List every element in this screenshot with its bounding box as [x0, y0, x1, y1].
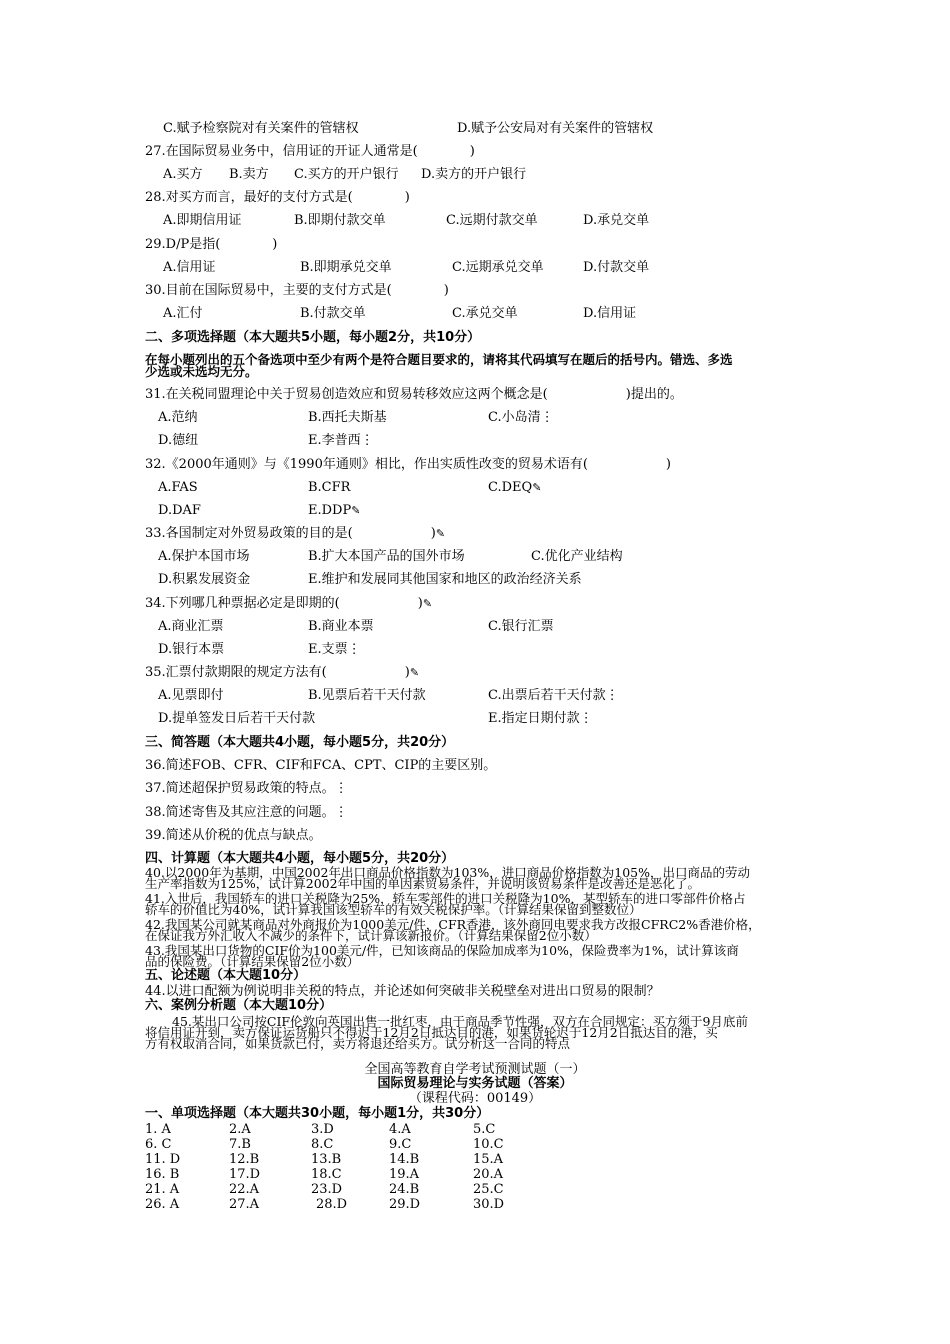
- answer-cell: 22.A: [229, 1182, 260, 1197]
- q30-option-c: C.承兑交单: [452, 306, 518, 321]
- section-2-instructions-line1: 在每小题列出的五个备选项中至少有两个是符合题目要求的，请将其代码填写在题后的括号内。错选、多选: [145, 352, 733, 367]
- q43-line2: 品的保险费。（计算结果保留2位小数）: [145, 954, 360, 969]
- answer-cell: 14.B: [389, 1152, 420, 1167]
- q42-line1: 42.我国某公司就某商品对外商报价为1000美元/件，CFR香港，该外商回电要求我方改报CFRC2%香港价格，: [145, 917, 761, 932]
- q28-option-a: A.即期信用证: [163, 213, 242, 228]
- q40-line1: 40.以2000年为基期，中国2002年出口商品价格指数为103%，进口商品价格指数为105%，出口商品的劳动: [145, 865, 750, 880]
- answer-section-1-title: 一、单项选择题（本大题共30小题，每小题1分，共30分）: [145, 1106, 490, 1121]
- q29-option-d: D.付款交单: [583, 260, 650, 275]
- section-2-title: 二、多项选择题（本大题共5小题，每小题2分，共10分）: [145, 330, 481, 345]
- q39-text: 39.简述从价税的优点与缺点。: [145, 828, 322, 843]
- answer-cell: 9.C: [389, 1137, 412, 1152]
- q28-stem: 28.对买方而言，最好的支付方式是( ): [145, 190, 410, 205]
- q36-text: 36.简述FOB、CFR、CIF和FCA、CPT、CIP的主要区别。: [145, 758, 497, 773]
- answer-cell: 24.B: [389, 1182, 420, 1197]
- answer-cell: 3.D: [311, 1122, 334, 1137]
- q34-option-d: D.银行本票: [158, 642, 225, 657]
- answer-cell: 27.A: [229, 1197, 260, 1212]
- answer-cell: 15.A: [473, 1152, 504, 1167]
- q44-text: 44.以进口配额为例说明非关税的特点，并论述如何突破非关税壁垒对进出口贸易的限制？: [145, 984, 660, 999]
- q27-option-d: D.卖方的开户银行: [421, 167, 527, 182]
- q35-option-d: D.提单签发日后若干天付款: [158, 711, 316, 726]
- answer-cell: 25.C: [473, 1182, 504, 1197]
- q43-line1: 43.我国某出口货物的CIF价为100美元/件，已知该商品的保险加成率为10%，保险费率为1%，试计算该商: [145, 943, 739, 958]
- q42-line2: 在保证我方外汇收入不减少的条件下，试计算该新报价。（计算结果保留2位小数）: [145, 928, 597, 943]
- answer-cell: 17.D: [229, 1167, 261, 1182]
- q32-option-c: [488, 480, 541, 496]
- section-5-title: 五、论述题（本大题10分）: [145, 968, 307, 983]
- q31-option-d: D.德纽: [158, 433, 199, 448]
- q33-option-a: A.保护本国市场: [158, 549, 250, 564]
- q26-option-d: D.赋予公安局对有关案件的管辖权: [457, 121, 654, 136]
- q29-stem: 29.D/P是指( ): [145, 237, 278, 252]
- answer-cell: 6. C: [145, 1137, 172, 1152]
- q32-option-c-text: C.DEQ: [488, 480, 533, 495]
- q32-option-a: A.FAS: [158, 480, 198, 495]
- answer-cell: 28.D: [316, 1197, 348, 1212]
- q26-option-c: C.赋予检察院对有关案件的管辖权: [163, 121, 359, 136]
- answer-header-course-code: （课程代码：00149）: [408, 1091, 542, 1106]
- edit-mark-icon: ✎: [435, 527, 446, 540]
- answer-cell: 13.B: [311, 1152, 342, 1167]
- answer-cell: 5.C: [473, 1122, 496, 1137]
- q34-option-c: C.银行汇票: [488, 619, 554, 634]
- q31-option-e: E.李普西⋮: [308, 433, 374, 448]
- q33-stem-text: 33.各国制定对外贸易政策的目的是( ): [145, 526, 436, 541]
- q45-line2: 将信用证开到，卖方保证运货船只不得迟于12月2日抵达目的港，如果货轮迟于12月2日抵达目的港，买: [145, 1025, 718, 1040]
- q35-stem: [145, 665, 419, 681]
- answer-cell: 2.A: [229, 1122, 251, 1137]
- edit-mark-icon: ✎: [351, 504, 361, 517]
- q33-option-d: D.积累发展资金: [158, 572, 251, 587]
- q29-option-a: A.信用证: [163, 260, 216, 275]
- q34-option-b: B.商业本票: [308, 619, 374, 634]
- q45-line1: 45.某出口公司按CIF伦敦向英国出售一批红枣，由于商品季节性强，双方在合同规定：买方须于9月底前: [172, 1014, 749, 1029]
- q30-option-b: B.付款交单: [300, 306, 366, 321]
- q40-line2: 生产率指数为125%，试计算2002年中国的单因素贸易条件，并说明该贸易条件是改善还是恶化了。: [145, 876, 701, 891]
- q27-option-c: C.买方的开户银行: [294, 167, 399, 182]
- answer-header-exam: 全国高等教育自学考试预测试题（一）: [364, 1062, 586, 1077]
- q34-stem-text: 34.下列哪几种票据必定是即期的( ): [145, 596, 423, 611]
- answer-cell: 20.A: [473, 1167, 504, 1182]
- q31-option-b: B.西托夫斯基: [308, 410, 387, 425]
- answer-cell: 18.C: [311, 1167, 342, 1182]
- q30-option-a: A.汇付: [163, 306, 203, 321]
- q29-option-b: B.即期承兑交单: [300, 260, 392, 275]
- section-2-instructions-line2: 少选或未选均无分。: [145, 364, 258, 379]
- answer-cell: 16. B: [145, 1167, 180, 1182]
- q33-stem: [145, 526, 445, 542]
- q27-option-a: A.买方: [163, 167, 203, 182]
- q35-option-a: A.见票即付: [158, 688, 224, 703]
- section-4-title: 四、计算题（本大题共4小题，每小题5分，共20分）: [145, 851, 455, 866]
- q35-option-c: C.出票后若干天付款⋮: [488, 688, 619, 703]
- answer-header-title: 国际贸易理论与实务试题（答案）: [377, 1076, 573, 1091]
- answer-cell: 11. D: [145, 1152, 181, 1167]
- q27-option-b: B.卖方: [229, 167, 269, 182]
- section-6-title: 六、案例分析题（本大题10分）: [145, 998, 333, 1013]
- q29-option-c: C.远期承兑交单: [452, 260, 544, 275]
- section-3-title: 三、简答题（本大题共4小题，每小题5分，共20分）: [145, 735, 455, 750]
- answer-cell: 19.A: [389, 1167, 420, 1182]
- q35-option-e: E.指定日期付款⋮: [488, 711, 593, 726]
- q34-stem: [145, 596, 432, 612]
- answer-cell: 10.C: [473, 1137, 504, 1152]
- answer-cell: 26. A: [145, 1197, 180, 1212]
- q28-option-b: B.即期付款交单: [294, 213, 386, 228]
- q32-option-e-text: E.DDP: [308, 503, 352, 518]
- q34-option-a: A.商业汇票: [158, 619, 224, 634]
- q32-option-d: D.DAF: [158, 503, 201, 518]
- q33-option-e: E.维护和发展同其他国家和地区的政治经济关系: [308, 572, 582, 587]
- q33-option-b: B.扩大本国产品的国外市场: [308, 549, 465, 564]
- q28-option-c: C.远期付款交单: [446, 213, 538, 228]
- answer-cell: 4.A: [389, 1122, 411, 1137]
- q34-option-e: E.支票⋮: [308, 642, 361, 657]
- q31-option-a: A.范纳: [158, 410, 198, 425]
- q41-line1: 41.入世后，我国轿车的进口关税降为25%，轿车零部件的进口关税降为10%，某型轿车的进口零部件价格占: [145, 891, 746, 906]
- q32-option-e: [308, 503, 360, 519]
- q31-stem: 31.在关税同盟理论中关于贸易创造效应和贸易转移效应这两个概念是( )提出的。: [145, 387, 683, 402]
- q35-option-b: B.见票后若干天付款: [308, 688, 426, 703]
- edit-mark-icon: ✎: [532, 481, 542, 494]
- answer-cell: 29.D: [389, 1197, 421, 1212]
- q31-option-c: C.小岛清⋮: [488, 410, 554, 425]
- answer-cell: 7.B: [229, 1137, 251, 1152]
- answer-cell: 12.B: [229, 1152, 260, 1167]
- q41-line2: 轿车的价值比为40%，试计算我国该型轿车的有效关税保护率。（计算结果保留到整数位）: [145, 902, 642, 917]
- q37-text: 37.简述超保护贸易政策的特点。⋮: [145, 781, 348, 796]
- q38-text: 38.简述寄售及其应注意的问题。⋮: [145, 805, 348, 820]
- answer-cell: 30.D: [473, 1197, 505, 1212]
- answer-cell: 8.C: [311, 1137, 334, 1152]
- edit-mark-icon: ✎: [409, 666, 420, 679]
- q27-stem: 27.在国际贸易业务中，信用证的开证人通常是( ): [145, 144, 475, 159]
- q32-stem: 32.《2000年通则》与《1990年通则》相比，作出实质性改变的贸易术语有( ): [145, 457, 671, 472]
- answer-cell: 21. A: [145, 1182, 180, 1197]
- q33-option-c: C.优化产业结构: [531, 549, 623, 564]
- q30-option-d: D.信用证: [583, 306, 637, 321]
- answer-cell: 1. A: [145, 1122, 171, 1137]
- q30-stem: 30.目前在国际贸易中，主要的支付方式是( ): [145, 283, 449, 298]
- q28-option-d: D.承兑交单: [583, 213, 650, 228]
- q32-option-b: B.CFR: [308, 480, 351, 495]
- answer-cell: 23.D: [311, 1182, 343, 1197]
- q45-line3: 方有权取消合同，如果货款已付，卖方将退还给买方。试分析这一合同的特点: [145, 1036, 571, 1051]
- q35-stem-text: 35.汇票付款期限的规定方法有( ): [145, 665, 410, 680]
- edit-mark-icon: ✎: [422, 597, 433, 610]
